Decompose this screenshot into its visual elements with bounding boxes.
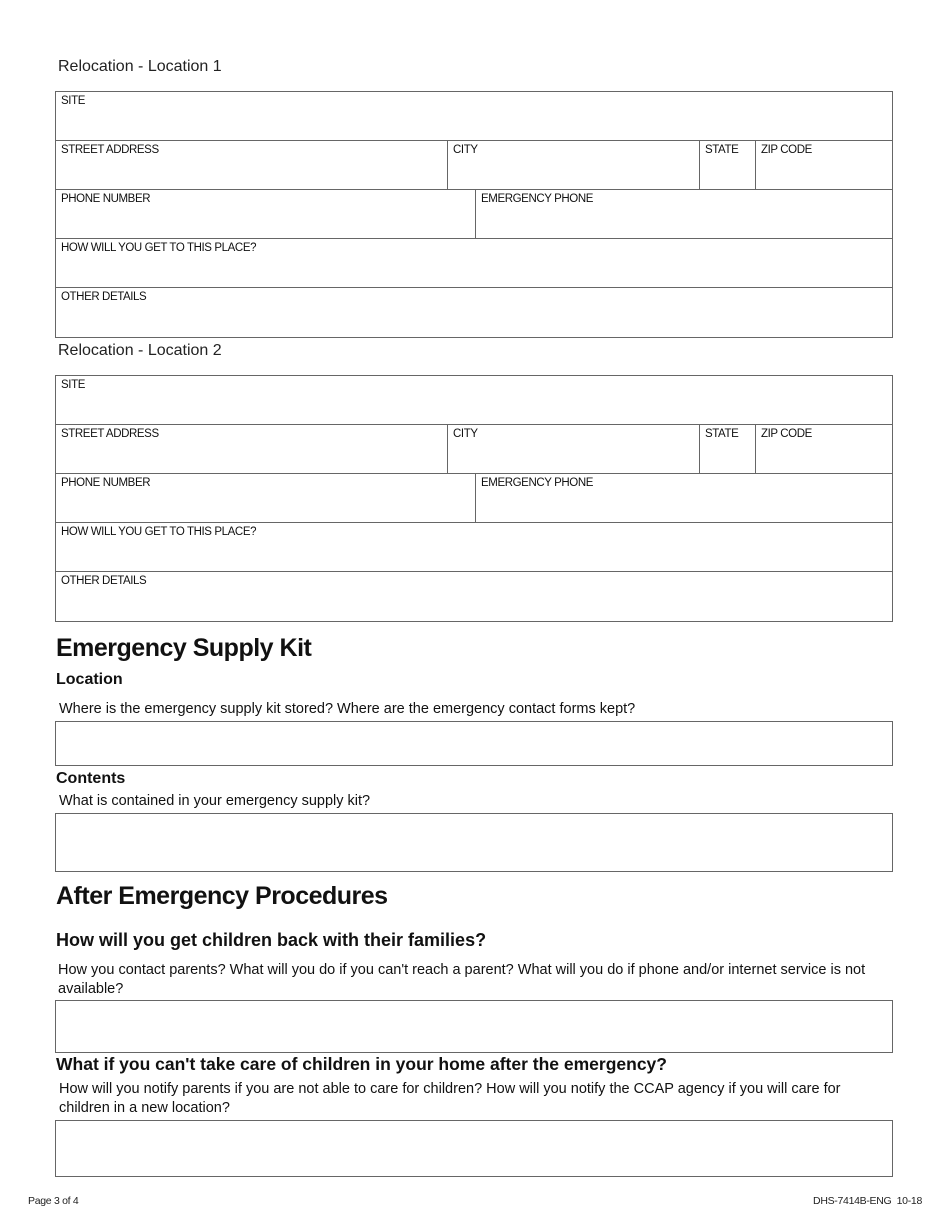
zip-code-label: ZIP CODE bbox=[761, 428, 812, 440]
loc2-zip-input[interactable] bbox=[760, 444, 888, 470]
city-label: CITY bbox=[453, 428, 478, 440]
location-2-form bbox=[55, 375, 893, 622]
other-details-label: OTHER DETAILS bbox=[61, 575, 147, 587]
state-cell bbox=[699, 425, 755, 473]
location-2-title: Relocation - Location 2 bbox=[58, 342, 222, 359]
loc2-street-input[interactable] bbox=[60, 444, 443, 470]
phone-row bbox=[56, 190, 892, 239]
how-label: HOW WILL YOU GET TO THIS PLACE? bbox=[61, 526, 257, 538]
families-heading: How will you get children back with their families? bbox=[56, 930, 487, 950]
site-label: SITE bbox=[61, 95, 85, 107]
emergency-phone-label: EMERGENCY PHONE bbox=[481, 193, 594, 205]
care-prompt: How will you notify parents if you are not able to care for children? How will you notify the CCAP agency if you will care for children in a new location? bbox=[59, 1081, 841, 1116]
loc1-phone-input[interactable] bbox=[60, 209, 471, 235]
other-cell bbox=[56, 288, 892, 337]
after-emergency-heading: After Emergency Procedures bbox=[56, 882, 388, 910]
kit-location-heading: Location bbox=[56, 671, 123, 688]
supply-kit-heading: Emergency Supply Kit bbox=[56, 634, 312, 662]
page-number: Page 3 of 4 bbox=[28, 1195, 79, 1207]
families-box bbox=[55, 1000, 893, 1053]
city-cell bbox=[447, 141, 699, 189]
site-cell bbox=[56, 92, 892, 140]
phone-row bbox=[56, 474, 892, 523]
site-label: SITE bbox=[61, 379, 85, 391]
other-cell bbox=[56, 572, 892, 621]
kit-contents-input[interactable] bbox=[56, 814, 892, 871]
site-cell bbox=[56, 376, 892, 424]
how-row bbox=[56, 523, 892, 572]
zip-code-label: ZIP CODE bbox=[761, 144, 812, 156]
loc2-emergency-phone-input[interactable] bbox=[480, 493, 888, 519]
phone-cell bbox=[56, 190, 475, 238]
loc1-emergency-phone-input[interactable] bbox=[480, 209, 888, 235]
site-row bbox=[56, 92, 892, 141]
location-1-form bbox=[55, 91, 893, 338]
how-cell bbox=[56, 239, 892, 287]
street-cell bbox=[56, 141, 447, 189]
kit-contents-heading: Contents bbox=[56, 770, 126, 787]
how-cell bbox=[56, 523, 892, 571]
address-row bbox=[56, 141, 892, 190]
other-details-label: OTHER DETAILS bbox=[61, 291, 147, 303]
care-heading: What if you can't take care of children in your home after the emergency? bbox=[56, 1054, 667, 1074]
form-id: DHS-7414B-ENG 10-18 bbox=[813, 1195, 922, 1207]
loc1-zip-input[interactable] bbox=[760, 160, 888, 186]
kit-location-input[interactable] bbox=[56, 722, 892, 765]
kit-contents-box bbox=[55, 813, 893, 872]
loc2-how-input[interactable] bbox=[60, 542, 888, 568]
street-cell bbox=[56, 425, 447, 473]
loc2-state-input[interactable] bbox=[704, 444, 751, 470]
loc1-state-input[interactable] bbox=[704, 160, 751, 186]
state-label: STATE bbox=[705, 428, 739, 440]
kit-contents-prompt: What is contained in your emergency supply kit? bbox=[59, 793, 371, 809]
zip-cell bbox=[755, 141, 892, 189]
street-address-label: STREET ADDRESS bbox=[61, 428, 159, 440]
loc1-street-input[interactable] bbox=[60, 160, 443, 186]
other-row bbox=[56, 572, 892, 621]
families-input[interactable] bbox=[56, 1001, 892, 1052]
site-row bbox=[56, 376, 892, 425]
loc1-city-input[interactable] bbox=[452, 160, 695, 186]
city-label: CITY bbox=[453, 144, 478, 156]
phone-number-label: PHONE NUMBER bbox=[61, 477, 151, 489]
emergency-phone-label: EMERGENCY PHONE bbox=[481, 477, 594, 489]
how-row bbox=[56, 239, 892, 288]
loc2-site-input[interactable] bbox=[60, 395, 888, 421]
address-row bbox=[56, 425, 892, 474]
location-1-title: Relocation - Location 1 bbox=[58, 58, 222, 75]
loc1-other-input[interactable] bbox=[60, 308, 888, 334]
loc1-how-input[interactable] bbox=[60, 258, 888, 284]
other-row bbox=[56, 288, 892, 337]
families-prompt: How you contact parents? What will you do if you can't reach a parent? What will you do if phone and/or internet service is not available? bbox=[58, 962, 866, 997]
emergency-phone-cell bbox=[475, 190, 892, 238]
loc2-phone-input[interactable] bbox=[60, 493, 471, 519]
how-label: HOW WILL YOU GET TO THIS PLACE? bbox=[61, 242, 257, 254]
care-input[interactable] bbox=[56, 1121, 892, 1176]
phone-number-label: PHONE NUMBER bbox=[61, 193, 151, 205]
kit-location-box bbox=[55, 721, 893, 766]
state-cell bbox=[699, 141, 755, 189]
zip-cell bbox=[755, 425, 892, 473]
state-label: STATE bbox=[705, 144, 739, 156]
kit-location-prompt: Where is the emergency supply kit stored? Where are the emergency contact forms kept? bbox=[59, 701, 636, 717]
loc1-site-input[interactable] bbox=[60, 111, 888, 137]
emergency-phone-cell bbox=[475, 474, 892, 522]
loc2-other-input[interactable] bbox=[60, 592, 888, 618]
loc2-city-input[interactable] bbox=[452, 444, 695, 470]
care-box bbox=[55, 1120, 893, 1177]
street-address-label: STREET ADDRESS bbox=[61, 144, 159, 156]
city-cell bbox=[447, 425, 699, 473]
phone-cell bbox=[56, 474, 475, 522]
